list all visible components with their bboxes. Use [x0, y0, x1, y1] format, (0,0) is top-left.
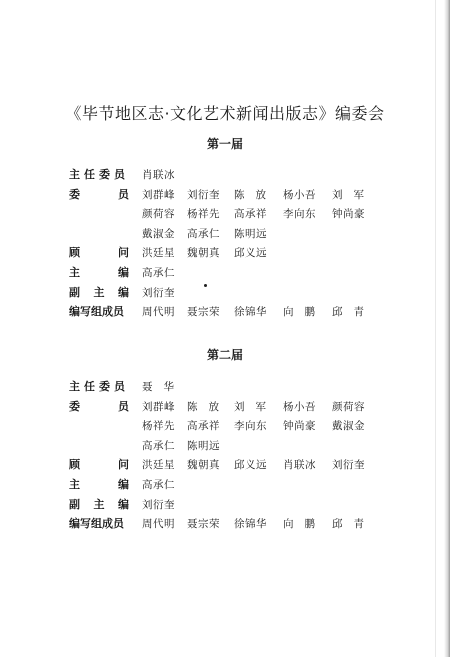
member-name: 向鹏: [283, 306, 326, 319]
member-name: 刘群峰: [142, 400, 175, 413]
member-name: 钟尚豪: [283, 420, 316, 433]
member-name: 杨祥先: [187, 208, 220, 221]
committee-row: [0, 166, 440, 184]
committee-row: [0, 303, 440, 321]
member-name: 杨祥先: [142, 420, 175, 433]
role-label: 主任委员: [69, 168, 129, 181]
committee-row: [0, 225, 440, 243]
section-title: 第一届: [206, 137, 243, 151]
member-name: 高承仁: [187, 227, 220, 240]
member-name: 刘衍奎: [187, 188, 220, 201]
member-name: 徐锦华: [234, 518, 267, 531]
member-name: 陈明远: [234, 227, 267, 240]
member-name: 高承祥: [234, 208, 267, 221]
member-name: 肖联冰: [283, 459, 316, 472]
role-label: 主 编: [69, 266, 129, 279]
committee-row: [0, 496, 440, 514]
role-label: 顾 问: [69, 246, 129, 260]
member-name: 戴淑金: [332, 420, 365, 433]
member-name: 邱青: [332, 306, 375, 319]
role-label: 编写组成员: [69, 305, 124, 319]
page-edge-shadow: [444, 0, 450, 657]
member-name: 聂宗荣: [187, 306, 220, 319]
committee-row: [0, 437, 440, 455]
page-title: 《毕节地区志·文化艺术新闻出版志》编委会: [65, 104, 385, 123]
member-name: 钟尚豪: [332, 208, 365, 221]
member-name: 高承祥: [187, 420, 220, 433]
member-name: 杨小吾: [283, 188, 316, 201]
committee-row: [0, 378, 440, 396]
page-crease: [435, 0, 436, 657]
committee-row: [0, 417, 440, 435]
member-name: 李向东: [234, 420, 267, 433]
member-name: 周代明: [142, 306, 175, 319]
member-name: 高承仁: [142, 267, 175, 279]
role-label: 委 员: [69, 399, 129, 413]
member-name: 颜荷容: [332, 400, 365, 413]
member-name: 邱青: [332, 518, 375, 531]
role-label: 顾 问: [69, 458, 129, 472]
member-name: 邱义远: [234, 459, 267, 472]
member-name: 刘衍奎: [142, 286, 175, 299]
member-name: 高承仁: [142, 479, 175, 491]
committee-row: [0, 244, 440, 262]
member-name: 魏朝真: [187, 459, 220, 472]
role-label: 编写组成员: [69, 517, 124, 531]
role-label: 主 编: [69, 478, 129, 491]
member-name: 陈明远: [187, 439, 220, 452]
member-name: 聂宗荣: [187, 518, 220, 531]
committee-row: [0, 515, 440, 533]
member-name: 肖联冰: [142, 169, 175, 181]
member-name: 徐锦华: [234, 306, 267, 319]
member-name: 邱义远: [234, 247, 267, 260]
committee-row: [0, 205, 440, 223]
scan-speck: [204, 284, 207, 287]
member-name: 刘群峰: [142, 188, 175, 201]
role-label: 副 主 编: [69, 497, 129, 511]
committee-row: [0, 456, 440, 474]
member-name: 颜荷容: [142, 208, 175, 221]
member-name: 聂华: [142, 381, 185, 393]
committee-row: [0, 398, 440, 416]
committee-row: [0, 284, 440, 302]
committee-row: [0, 186, 440, 204]
section-title: 第二届: [206, 348, 243, 362]
member-name: 刘衍奎: [332, 459, 365, 472]
member-name: 陈放: [187, 400, 230, 413]
committee-row: [0, 476, 440, 494]
member-name: 杨小吾: [283, 400, 316, 413]
committee-row: [0, 264, 440, 282]
member-name: 陈放: [234, 188, 277, 201]
member-name: 李向东: [283, 208, 316, 221]
member-name: 洪廷星: [142, 459, 175, 472]
role-label: 副 主 编: [69, 285, 129, 299]
member-name: 刘军: [234, 400, 277, 413]
member-name: 戴淑金: [142, 227, 175, 240]
member-name: 向鹏: [283, 518, 326, 531]
role-label: 主任委员: [69, 380, 129, 393]
member-name: 洪廷星: [142, 247, 175, 260]
member-name: 魏朝真: [187, 247, 220, 260]
member-name: 周代明: [142, 518, 175, 531]
member-name: 高承仁: [142, 439, 175, 452]
member-name: 刘衍奎: [142, 498, 175, 511]
member-name: 刘军: [332, 188, 375, 201]
role-label: 委 员: [69, 187, 129, 201]
